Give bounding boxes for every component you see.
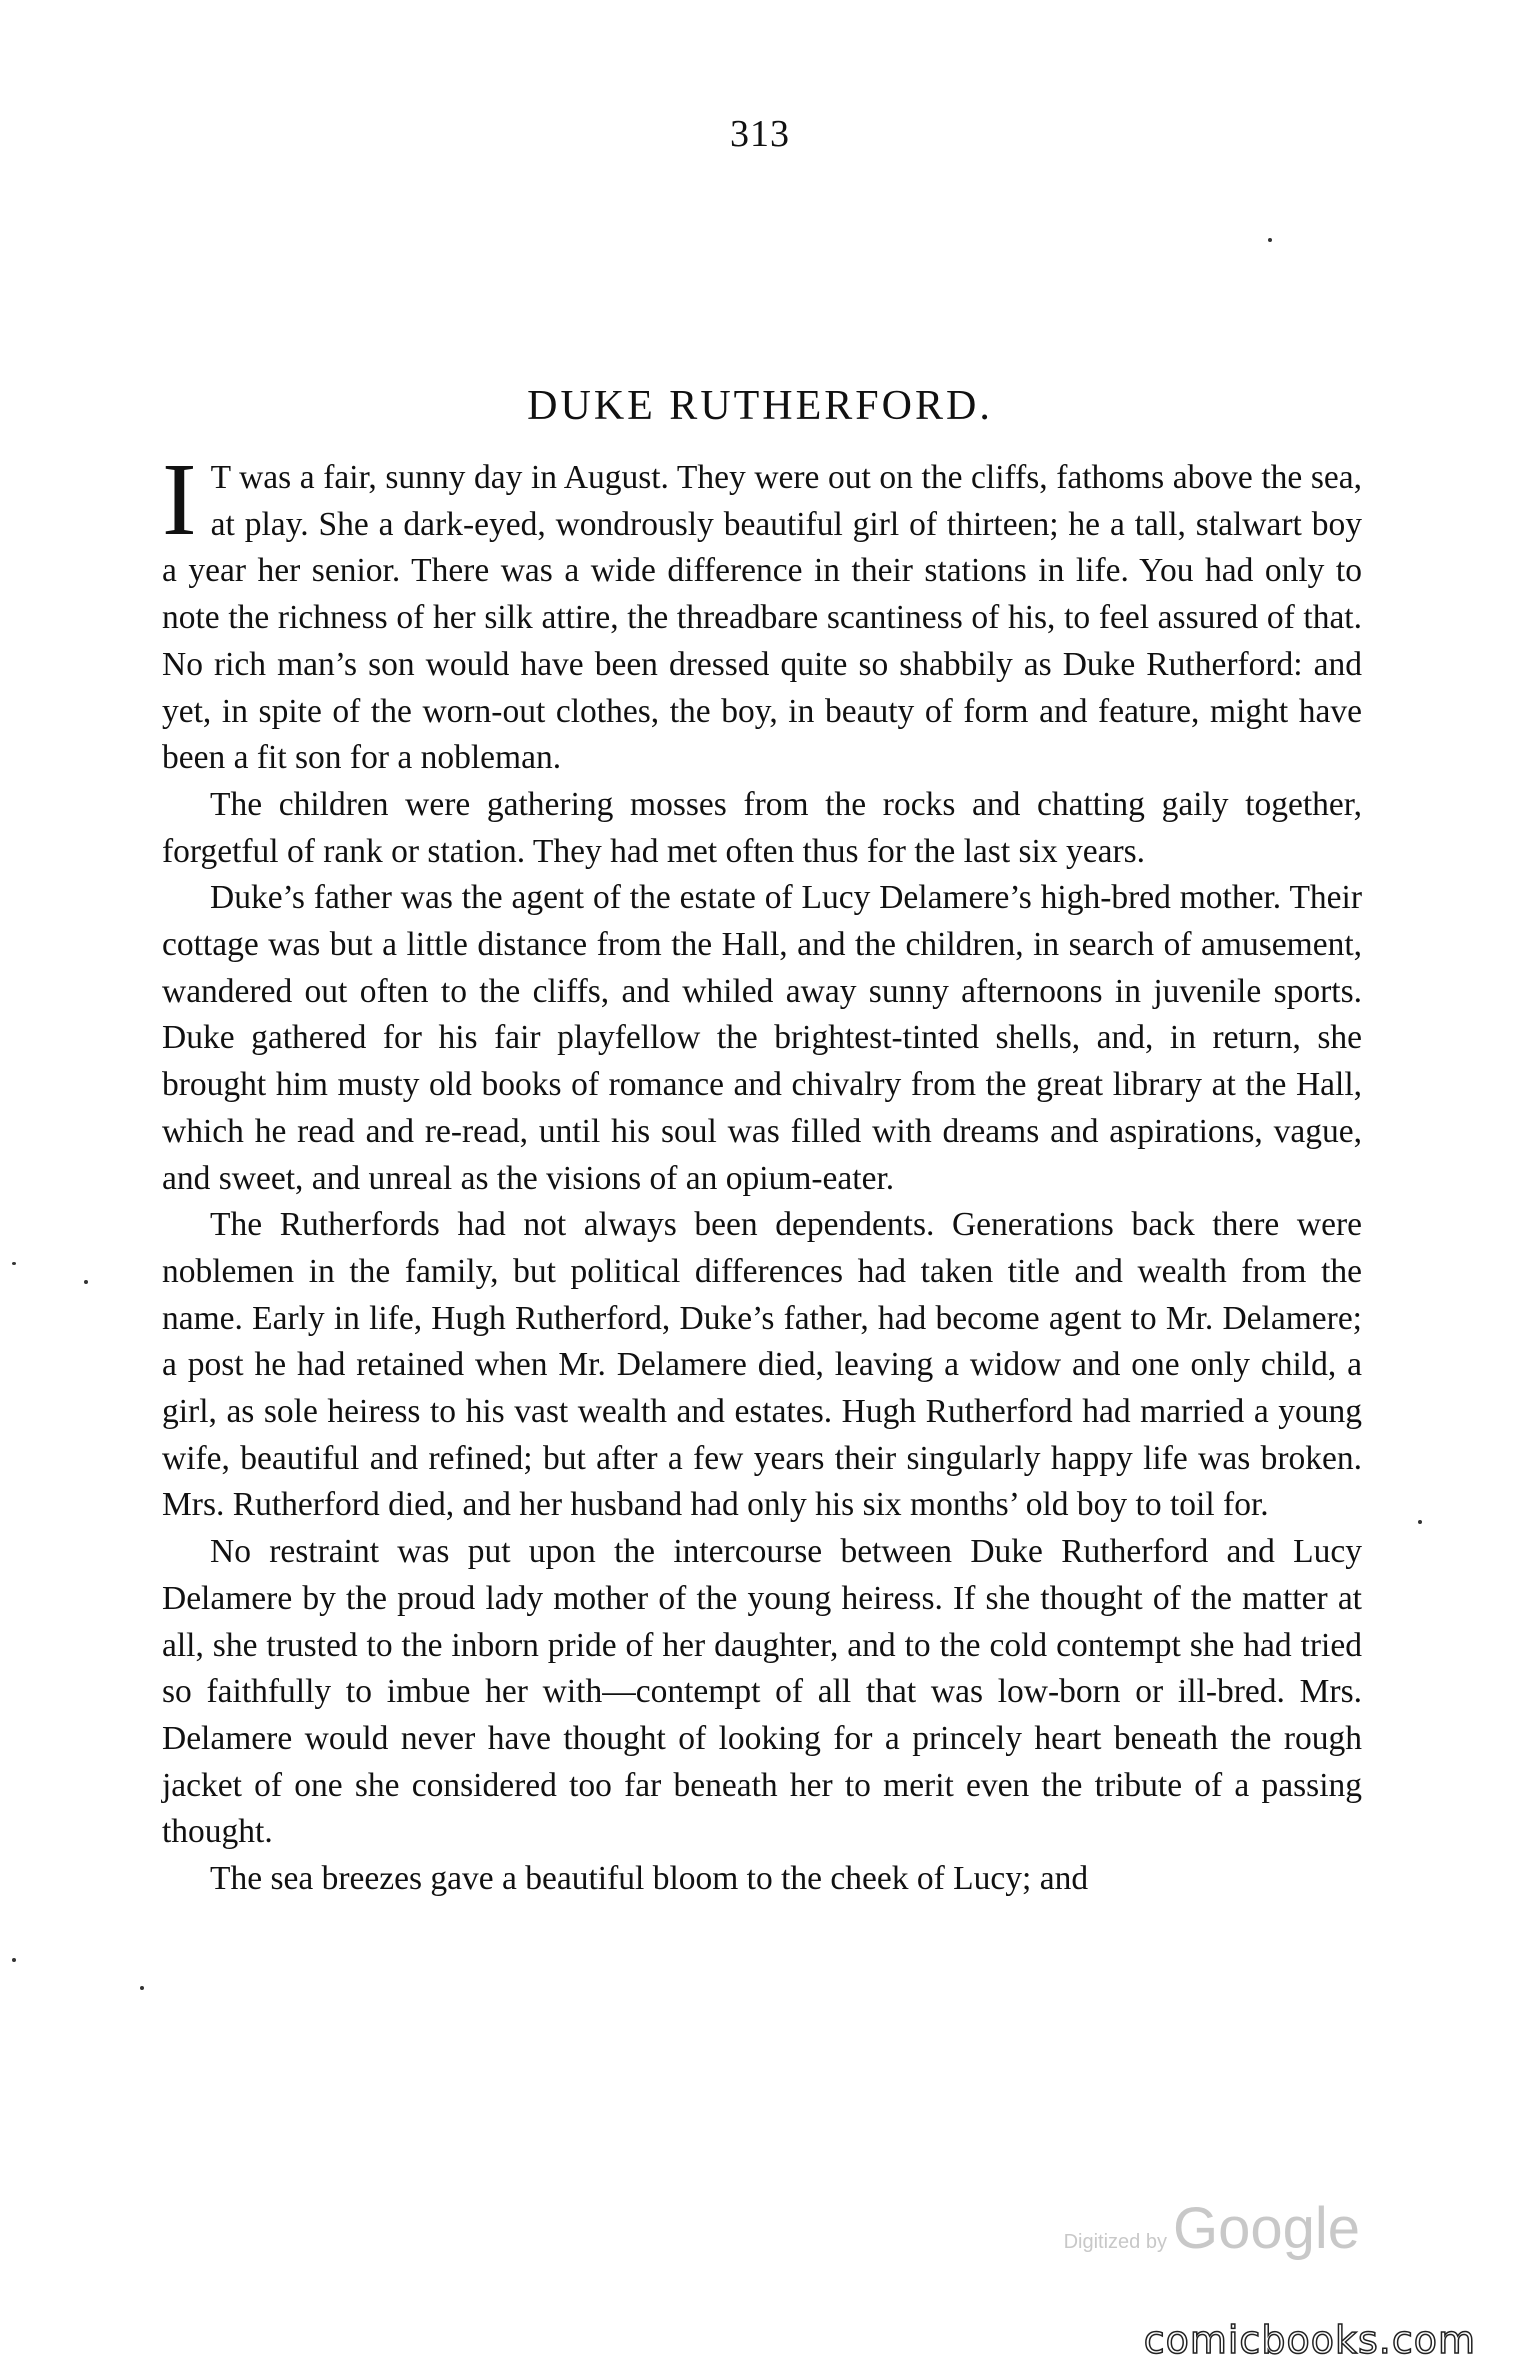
- paragraph-6: The sea breezes gave a beautiful bloom to the cheek of Lucy; and: [210, 1860, 1089, 1898]
- page-speck: [84, 1280, 88, 1284]
- page-speck: [140, 1986, 144, 1990]
- drop-cap: I: [162, 442, 197, 557]
- page-speck: [1268, 238, 1272, 242]
- paragraph-3: Duke’s father was the agent of the estate of Lucy Delamere’s high-bred mother. Their cottage was but a little distance from the Hall, and the children, in search of amusement, wandered out often to the cliffs, and whiled away sunny afternoons in juvenile sports. Duke gathered for his fair playfellow the brightest-tinted shells, and, in return, she brought him musty old books of romance and chivalry from the great library at the Hall, which he read and re-read, until his soul was filled with dreams and aspirations, vague, and sweet, and unreal as the visions of an opium-eater.: [162, 879, 1362, 1197]
- paragraph-1: [162, 442, 1362, 782]
- paragraph-2: The children were gathering mosses from the rocks and chatting gaily together, forgetful of rank or station. They had met often thus for the last six years.: [162, 785, 1362, 870]
- watermark-prefix: Digitized by: [1063, 2231, 1167, 2253]
- page-number: 313: [730, 113, 790, 155]
- digitized-watermark: [1064, 2195, 1360, 2262]
- site-watermark: comicbooks.com: [1143, 2318, 1476, 2362]
- watermark-brand: Google: [1172, 2196, 1360, 2261]
- page-speck: [1418, 1520, 1422, 1524]
- paragraph-4: The Rutherfords had not always been dependents. Generations back there were noblemen in the family, but political differences had taken title and wealth from the name. Early in life, Hugh Rutherford, Duke’s father, had become agent to Mr. Delamere; a post he had retained when Mr. Delamere died, leaving a widow and one only child, a girl, as sole heiress to his vast wealth and estates. Hugh Rutherford had married a young wife, beautiful and refined; but after a few years their singularly happy life was broken. Mrs. Rutherford died, and her husband had only his six months’ old boy to toil for.: [162, 1206, 1362, 1524]
- paragraph-5: No restraint was put upon the intercourse between Duke Rutherford and Lucy Delamere by the proud lady mother of the young heiress. If she thought of the matter at all, she trusted to the inborn pride of her daughter, and to the cold contempt she had tried so faithfully to imbue her with—contempt of all that was low-born or ill-bred. Mrs. Delamere would never have thought of looking for a princely heart beneath the rough jacket of one she considered too far beneath her to merit even the tribute of a passing thought.: [162, 1533, 1362, 1851]
- body-text: [162, 442, 1362, 1903]
- page-speck: [12, 1958, 16, 1962]
- page-speck: [12, 1262, 16, 1265]
- chapter-title: DUKE RUTHERFORD.: [527, 383, 993, 429]
- paragraph-1-text: T was a fair, sunny day in August. They were out on the cliffs, fathoms above the sea, at play. She a dark-eyed, wondrously beautiful girl of thirteen; he a tall, stalwart boy a year her senior. There was a wide difference in their stations in life. You had only to note the richness of her silk attire, the threadbare scantiness of his, to feel assured of that. No rich man’s son would have been dressed quite so shabbily as Duke Rutherford: and yet, in spite of the worn-out clothes, the boy, in beauty of form and feature, might have been a fit son for a nobleman.: [162, 459, 1362, 777]
